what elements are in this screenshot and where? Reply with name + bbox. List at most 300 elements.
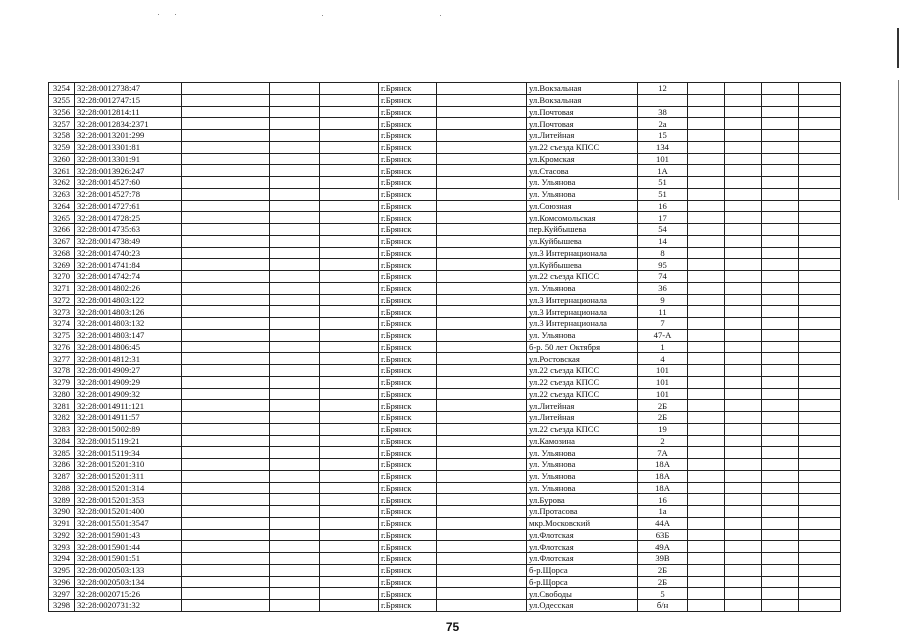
empty-cell bbox=[320, 294, 379, 306]
empty-cell bbox=[320, 106, 379, 118]
cadastral-number-cell: 32:28:0014803:126 bbox=[75, 306, 182, 318]
table-row bbox=[49, 400, 841, 412]
city-cell: г.Брянск bbox=[379, 130, 437, 142]
empty-cell bbox=[688, 329, 725, 341]
empty-cell bbox=[320, 200, 379, 212]
city-cell: г.Брянск bbox=[379, 341, 437, 353]
empty-cell bbox=[437, 200, 527, 212]
street-cell: ул. Ульянова bbox=[527, 482, 638, 494]
empty-cell bbox=[725, 588, 762, 600]
house-number-cell: 38 bbox=[638, 106, 688, 118]
table-row bbox=[49, 212, 841, 224]
empty-cell bbox=[762, 423, 799, 435]
empty-cell bbox=[182, 447, 270, 459]
empty-cell bbox=[320, 553, 379, 565]
empty-cell bbox=[270, 341, 320, 353]
cadastral-number-cell: 32:28:0014727:61 bbox=[75, 200, 182, 212]
street-cell: ул.Союзная bbox=[527, 200, 638, 212]
row-number-cell: 3256 bbox=[49, 106, 75, 118]
street-cell: ул. Ульянова bbox=[527, 188, 638, 200]
cadastral-number-cell: 32:28:0015201:314 bbox=[75, 482, 182, 494]
empty-cell bbox=[762, 600, 799, 612]
empty-cell bbox=[725, 177, 762, 189]
house-number-cell: б/н bbox=[638, 600, 688, 612]
cadastral-number-cell: 32:28:0014728:25 bbox=[75, 212, 182, 224]
row-number-cell: 3297 bbox=[49, 588, 75, 600]
empty-cell bbox=[320, 517, 379, 529]
cadastral-number-cell: 32:28:0014806:45 bbox=[75, 341, 182, 353]
street-cell: ул.Ростовская bbox=[527, 353, 638, 365]
empty-cell bbox=[270, 376, 320, 388]
empty-cell bbox=[182, 224, 270, 236]
scan-edge-mark bbox=[897, 28, 899, 68]
empty-cell bbox=[688, 341, 725, 353]
empty-cell bbox=[270, 224, 320, 236]
empty-cell bbox=[320, 365, 379, 377]
empty-cell bbox=[320, 588, 379, 600]
empty-cell bbox=[799, 165, 841, 177]
empty-cell bbox=[437, 412, 527, 424]
empty-cell bbox=[725, 329, 762, 341]
empty-cell bbox=[270, 506, 320, 518]
empty-cell bbox=[688, 423, 725, 435]
empty-cell bbox=[270, 553, 320, 565]
empty-cell bbox=[725, 235, 762, 247]
empty-cell bbox=[182, 341, 270, 353]
empty-cell bbox=[725, 306, 762, 318]
table-row bbox=[49, 318, 841, 330]
empty-cell bbox=[270, 494, 320, 506]
empty-cell bbox=[725, 470, 762, 482]
empty-cell bbox=[799, 212, 841, 224]
empty-cell bbox=[762, 482, 799, 494]
empty-cell bbox=[762, 588, 799, 600]
row-number-cell: 3260 bbox=[49, 153, 75, 165]
property-register-table bbox=[48, 82, 841, 612]
street-cell: ул.Литейная bbox=[527, 130, 638, 142]
cadastral-number-cell: 32:28:0014803:132 bbox=[75, 318, 182, 330]
street-cell: б-р. 50 лет Октября bbox=[527, 341, 638, 353]
empty-cell bbox=[688, 153, 725, 165]
row-number-cell: 3288 bbox=[49, 482, 75, 494]
street-cell: ул. Ульянова bbox=[527, 459, 638, 471]
cadastral-number-cell: 32:28:0015201:400 bbox=[75, 506, 182, 518]
empty-cell bbox=[437, 459, 527, 471]
house-number-cell: 2Б bbox=[638, 400, 688, 412]
empty-cell bbox=[320, 259, 379, 271]
empty-cell bbox=[725, 271, 762, 283]
house-number-cell: 101 bbox=[638, 153, 688, 165]
row-number-cell: 3289 bbox=[49, 494, 75, 506]
house-number-cell: 1а bbox=[638, 506, 688, 518]
street-cell: мкр.Московский bbox=[527, 517, 638, 529]
empty-cell bbox=[437, 553, 527, 565]
empty-cell bbox=[437, 318, 527, 330]
house-number-cell: 49А bbox=[638, 541, 688, 553]
house-number-cell: 101 bbox=[638, 376, 688, 388]
house-number-cell: 5 bbox=[638, 588, 688, 600]
city-cell: г.Брянск bbox=[379, 177, 437, 189]
empty-cell bbox=[182, 294, 270, 306]
empty-cell bbox=[799, 564, 841, 576]
empty-cell bbox=[270, 235, 320, 247]
house-number-cell: 18А bbox=[638, 459, 688, 471]
empty-cell bbox=[725, 165, 762, 177]
empty-cell bbox=[725, 259, 762, 271]
empty-cell bbox=[762, 365, 799, 377]
street-cell: ул.Стасова bbox=[527, 165, 638, 177]
empty-cell bbox=[725, 318, 762, 330]
empty-cell bbox=[725, 294, 762, 306]
empty-cell bbox=[762, 282, 799, 294]
empty-cell bbox=[437, 247, 527, 259]
empty-cell bbox=[270, 482, 320, 494]
empty-cell bbox=[688, 576, 725, 588]
empty-cell bbox=[320, 94, 379, 106]
city-cell: г.Брянск bbox=[379, 435, 437, 447]
row-number-cell: 3284 bbox=[49, 435, 75, 447]
empty-cell bbox=[320, 388, 379, 400]
empty-cell bbox=[725, 130, 762, 142]
street-cell: ул. Ульянова bbox=[527, 447, 638, 459]
empty-cell bbox=[799, 376, 841, 388]
empty-cell bbox=[799, 200, 841, 212]
table-row bbox=[49, 541, 841, 553]
city-cell: г.Брянск bbox=[379, 306, 437, 318]
empty-cell bbox=[437, 212, 527, 224]
row-number-cell: 3296 bbox=[49, 576, 75, 588]
empty-cell bbox=[799, 188, 841, 200]
cadastral-number-cell: 32:28:0014803:122 bbox=[75, 294, 182, 306]
street-cell: ул.22 съезда КПСС bbox=[527, 365, 638, 377]
empty-cell bbox=[270, 247, 320, 259]
empty-cell bbox=[320, 494, 379, 506]
empty-cell bbox=[725, 553, 762, 565]
empty-cell bbox=[270, 282, 320, 294]
empty-cell bbox=[762, 435, 799, 447]
empty-cell bbox=[182, 588, 270, 600]
empty-cell bbox=[437, 188, 527, 200]
empty-cell bbox=[437, 365, 527, 377]
empty-cell bbox=[762, 212, 799, 224]
empty-cell bbox=[437, 494, 527, 506]
cadastral-number-cell: 32:28:0014911:57 bbox=[75, 412, 182, 424]
empty-cell bbox=[270, 200, 320, 212]
row-number-cell: 3287 bbox=[49, 470, 75, 482]
street-cell: ул.Литейная bbox=[527, 400, 638, 412]
empty-cell bbox=[688, 494, 725, 506]
empty-cell bbox=[437, 282, 527, 294]
empty-cell bbox=[799, 341, 841, 353]
empty-cell bbox=[762, 553, 799, 565]
cadastral-number-cell: 32:28:0014909:29 bbox=[75, 376, 182, 388]
empty-cell bbox=[725, 212, 762, 224]
house-number-cell: 95 bbox=[638, 259, 688, 271]
empty-cell bbox=[762, 177, 799, 189]
empty-cell bbox=[799, 306, 841, 318]
table-row bbox=[49, 153, 841, 165]
empty-cell bbox=[437, 94, 527, 106]
empty-cell bbox=[320, 141, 379, 153]
empty-cell bbox=[688, 470, 725, 482]
empty-cell bbox=[799, 318, 841, 330]
empty-cell bbox=[437, 435, 527, 447]
empty-cell bbox=[437, 400, 527, 412]
table-row bbox=[49, 141, 841, 153]
cadastral-number-cell: 32:28:0014803:147 bbox=[75, 329, 182, 341]
empty-cell bbox=[688, 247, 725, 259]
cadastral-number-cell: 32:28:0020503:133 bbox=[75, 564, 182, 576]
city-cell: г.Брянск bbox=[379, 365, 437, 377]
empty-cell bbox=[182, 318, 270, 330]
house-number-cell: 19 bbox=[638, 423, 688, 435]
empty-cell bbox=[320, 153, 379, 165]
empty-cell bbox=[437, 165, 527, 177]
empty-cell bbox=[799, 271, 841, 283]
empty-cell bbox=[688, 353, 725, 365]
row-number-cell: 3290 bbox=[49, 506, 75, 518]
empty-cell bbox=[799, 412, 841, 424]
cadastral-number-cell: 32:28:0012747:15 bbox=[75, 94, 182, 106]
empty-cell bbox=[725, 247, 762, 259]
empty-cell bbox=[725, 224, 762, 236]
empty-cell bbox=[725, 494, 762, 506]
street-cell: ул.3 Интернационала bbox=[527, 318, 638, 330]
empty-cell bbox=[270, 588, 320, 600]
empty-cell bbox=[270, 188, 320, 200]
city-cell: г.Брянск bbox=[379, 294, 437, 306]
empty-cell bbox=[320, 212, 379, 224]
cadastral-number-cell: 32:28:0014527:60 bbox=[75, 177, 182, 189]
table-row bbox=[49, 482, 841, 494]
empty-cell bbox=[437, 235, 527, 247]
cadastral-number-cell: 32:28:0012738:47 bbox=[75, 83, 182, 95]
empty-cell bbox=[688, 517, 725, 529]
empty-cell bbox=[182, 259, 270, 271]
page-number: 75 bbox=[445, 620, 460, 634]
empty-cell bbox=[799, 588, 841, 600]
row-number-cell: 3292 bbox=[49, 529, 75, 541]
row-number-cell: 3294 bbox=[49, 553, 75, 565]
empty-cell bbox=[320, 447, 379, 459]
empty-cell bbox=[762, 294, 799, 306]
empty-cell bbox=[799, 517, 841, 529]
empty-cell bbox=[688, 271, 725, 283]
empty-cell bbox=[762, 153, 799, 165]
empty-cell bbox=[762, 200, 799, 212]
city-cell: г.Брянск bbox=[379, 588, 437, 600]
table-row bbox=[49, 529, 841, 541]
city-cell: г.Брянск bbox=[379, 388, 437, 400]
cadastral-number-cell: 32:28:0020503:134 bbox=[75, 576, 182, 588]
empty-cell bbox=[688, 365, 725, 377]
empty-cell bbox=[437, 564, 527, 576]
empty-cell bbox=[182, 482, 270, 494]
street-cell: ул.22 съезда КПСС bbox=[527, 141, 638, 153]
city-cell: г.Брянск bbox=[379, 353, 437, 365]
empty-cell bbox=[799, 470, 841, 482]
row-number-cell: 3295 bbox=[49, 564, 75, 576]
empty-cell bbox=[762, 141, 799, 153]
row-number-cell: 3279 bbox=[49, 376, 75, 388]
row-number-cell: 3270 bbox=[49, 271, 75, 283]
empty-cell bbox=[182, 247, 270, 259]
street-cell: ул.3 Интернационала bbox=[527, 247, 638, 259]
street-cell: ул.Вокзальная bbox=[527, 83, 638, 95]
street-cell: ул.22 съезда КПСС bbox=[527, 376, 638, 388]
cadastral-number-cell: 32:28:0015501:3547 bbox=[75, 517, 182, 529]
empty-cell bbox=[320, 318, 379, 330]
empty-cell bbox=[688, 400, 725, 412]
empty-cell bbox=[799, 388, 841, 400]
empty-cell bbox=[799, 600, 841, 612]
empty-cell bbox=[799, 177, 841, 189]
empty-cell bbox=[725, 341, 762, 353]
empty-cell bbox=[725, 94, 762, 106]
empty-cell bbox=[270, 318, 320, 330]
empty-cell bbox=[762, 388, 799, 400]
city-cell: г.Брянск bbox=[379, 517, 437, 529]
city-cell: г.Брянск bbox=[379, 423, 437, 435]
row-number-cell: 3275 bbox=[49, 329, 75, 341]
row-number-cell: 3276 bbox=[49, 341, 75, 353]
row-number-cell: 3259 bbox=[49, 141, 75, 153]
house-number-cell: 9 bbox=[638, 294, 688, 306]
table-row bbox=[49, 376, 841, 388]
empty-cell bbox=[799, 541, 841, 553]
empty-cell bbox=[799, 247, 841, 259]
cadastral-number-cell: 32:28:0015901:43 bbox=[75, 529, 182, 541]
empty-cell bbox=[182, 470, 270, 482]
table-row bbox=[49, 423, 841, 435]
empty-cell bbox=[270, 388, 320, 400]
street-cell: ул.Флотская bbox=[527, 553, 638, 565]
empty-cell bbox=[762, 353, 799, 365]
house-number-cell: 36 bbox=[638, 282, 688, 294]
empty-cell bbox=[762, 541, 799, 553]
city-cell: г.Брянск bbox=[379, 224, 437, 236]
row-number-cell: 3298 bbox=[49, 600, 75, 612]
cadastral-number-cell: 32:28:0015201:310 bbox=[75, 459, 182, 471]
row-number-cell: 3277 bbox=[49, 353, 75, 365]
cadastral-number-cell: 32:28:0015901:44 bbox=[75, 541, 182, 553]
empty-cell bbox=[762, 400, 799, 412]
street-cell: ул.Флотская bbox=[527, 529, 638, 541]
empty-cell bbox=[182, 400, 270, 412]
cadastral-number-cell: 32:28:0015119:34 bbox=[75, 447, 182, 459]
empty-cell bbox=[725, 118, 762, 130]
table-row bbox=[49, 247, 841, 259]
empty-cell bbox=[437, 423, 527, 435]
empty-cell bbox=[688, 506, 725, 518]
empty-cell bbox=[799, 506, 841, 518]
empty-cell bbox=[270, 130, 320, 142]
row-number-cell: 3265 bbox=[49, 212, 75, 224]
city-cell: г.Брянск bbox=[379, 447, 437, 459]
empty-cell bbox=[725, 388, 762, 400]
cadastral-number-cell: 32:28:0014911:121 bbox=[75, 400, 182, 412]
scan-speck bbox=[175, 14, 176, 15]
table-row bbox=[49, 553, 841, 565]
empty-cell bbox=[688, 376, 725, 388]
empty-cell bbox=[688, 259, 725, 271]
house-number-cell: 11 bbox=[638, 306, 688, 318]
street-cell: ул. Ульянова bbox=[527, 177, 638, 189]
empty-cell bbox=[270, 576, 320, 588]
empty-cell bbox=[320, 177, 379, 189]
empty-cell bbox=[688, 435, 725, 447]
city-cell: г.Брянск bbox=[379, 564, 437, 576]
empty-cell bbox=[725, 447, 762, 459]
empty-cell bbox=[270, 329, 320, 341]
empty-cell bbox=[437, 482, 527, 494]
house-number-cell: 101 bbox=[638, 388, 688, 400]
table-row bbox=[49, 470, 841, 482]
empty-cell bbox=[725, 541, 762, 553]
empty-cell bbox=[688, 318, 725, 330]
house-number-cell: 7А bbox=[638, 447, 688, 459]
empty-cell bbox=[688, 306, 725, 318]
city-cell: г.Брянск bbox=[379, 329, 437, 341]
empty-cell bbox=[762, 118, 799, 130]
row-number-cell: 3264 bbox=[49, 200, 75, 212]
empty-cell bbox=[270, 106, 320, 118]
empty-cell bbox=[320, 271, 379, 283]
row-number-cell: 3261 bbox=[49, 165, 75, 177]
empty-cell bbox=[182, 564, 270, 576]
house-number-cell: 4 bbox=[638, 353, 688, 365]
empty-cell bbox=[182, 94, 270, 106]
empty-cell bbox=[725, 83, 762, 95]
empty-cell bbox=[270, 165, 320, 177]
empty-cell bbox=[799, 435, 841, 447]
empty-cell bbox=[762, 506, 799, 518]
empty-cell bbox=[725, 188, 762, 200]
empty-cell bbox=[688, 141, 725, 153]
city-cell: г.Брянск bbox=[379, 235, 437, 247]
table-row bbox=[49, 447, 841, 459]
empty-cell bbox=[799, 235, 841, 247]
empty-cell bbox=[320, 412, 379, 424]
empty-cell bbox=[762, 529, 799, 541]
street-cell: ул.Камозина bbox=[527, 435, 638, 447]
house-number-cell: 51 bbox=[638, 177, 688, 189]
empty-cell bbox=[762, 318, 799, 330]
cadastral-number-cell: 32:28:0014527:78 bbox=[75, 188, 182, 200]
empty-cell bbox=[725, 423, 762, 435]
empty-cell bbox=[688, 177, 725, 189]
table-row bbox=[49, 83, 841, 95]
empty-cell bbox=[270, 271, 320, 283]
empty-cell bbox=[688, 412, 725, 424]
empty-cell bbox=[762, 576, 799, 588]
table-row bbox=[49, 329, 841, 341]
empty-cell bbox=[799, 259, 841, 271]
empty-cell bbox=[320, 600, 379, 612]
row-number-cell: 3262 bbox=[49, 177, 75, 189]
street-cell: ул.Одесская bbox=[527, 600, 638, 612]
empty-cell bbox=[182, 412, 270, 424]
empty-cell bbox=[270, 153, 320, 165]
cadastral-number-cell: 32:28:0014909:32 bbox=[75, 388, 182, 400]
street-cell: ул.Почтовая bbox=[527, 106, 638, 118]
empty-cell bbox=[762, 459, 799, 471]
table-row bbox=[49, 388, 841, 400]
empty-cell bbox=[799, 294, 841, 306]
cadastral-number-cell: 32:28:0014740:23 bbox=[75, 247, 182, 259]
empty-cell bbox=[270, 177, 320, 189]
house-number-cell: 16 bbox=[638, 494, 688, 506]
